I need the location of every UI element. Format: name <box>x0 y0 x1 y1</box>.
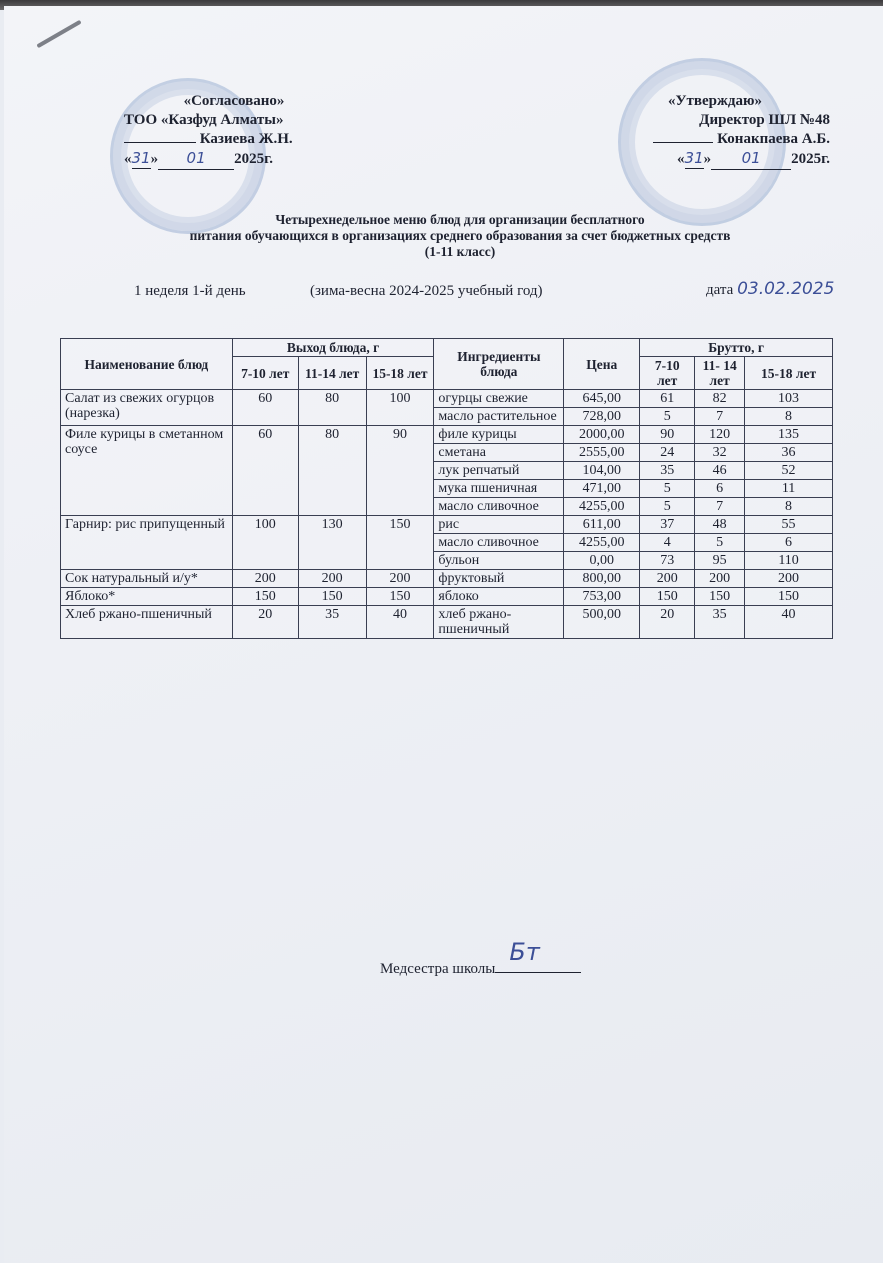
approval-name: Конакпаева А.Б. <box>717 131 830 147</box>
title-line-1: Четырехнедельное меню блюд для организации бесплатного <box>275 212 645 227</box>
dish-yield: 60 <box>232 426 298 516</box>
school-year-label: (зима-весна 2024-2025 учебный год) <box>310 283 543 299</box>
ingredient-price: 611,00 <box>564 516 640 534</box>
ingredient-gross: 35 <box>640 462 695 480</box>
dish-name: Яблоко* <box>61 588 233 606</box>
approval-org: ТОО «Казфуд Алматы» <box>124 112 284 128</box>
ingredient-gross: 52 <box>745 462 833 480</box>
ingredient-gross: 61 <box>640 390 695 408</box>
signature-line <box>124 142 196 143</box>
dish-yield: 40 <box>366 606 434 639</box>
ingredient-name: яблоко <box>434 588 564 606</box>
ingredient-gross: 103 <box>745 390 833 408</box>
ingredient-price: 2000,00 <box>564 426 640 444</box>
ingredient-price: 4255,00 <box>564 534 640 552</box>
ingredient-price: 645,00 <box>564 390 640 408</box>
ingredient-gross: 150 <box>745 588 833 606</box>
dish-yield: 90 <box>366 426 434 516</box>
ingredient-price: 2555,00 <box>564 444 640 462</box>
signature-line <box>653 142 713 143</box>
ingredient-gross: 200 <box>745 570 833 588</box>
ingredient-gross: 6 <box>745 534 833 552</box>
date-field <box>706 279 834 299</box>
header-yield-age-11-14: 11-14 лет <box>298 357 366 390</box>
ingredient-name: масло растительное <box>434 408 564 426</box>
ingredient-gross: 46 <box>695 462 745 480</box>
ingredient-name: бульон <box>434 552 564 570</box>
ingredient-gross: 82 <box>695 390 745 408</box>
dish-yield: 150 <box>366 516 434 570</box>
approval-block-agreed: «Согласовано» ТОО «Казфуд Алматы» Казиева Ж.Н. «31» 01 2025г. <box>124 92 344 170</box>
ingredient-gross: 40 <box>745 606 833 639</box>
header-gross-age-15-18: 15-18 лет <box>745 357 833 390</box>
ingredient-gross: 4 <box>640 534 695 552</box>
staple-icon <box>36 20 81 48</box>
title-line-3: (1-11 класс) <box>424 244 496 259</box>
ingredient-name: рис <box>434 516 564 534</box>
ingredient-gross: 20 <box>640 606 695 639</box>
ingredient-gross: 120 <box>695 426 745 444</box>
approval-year: 2025г. <box>791 151 830 167</box>
ingredient-name: лук репчатый <box>434 462 564 480</box>
ingredient-name: сметана <box>434 444 564 462</box>
dish-yield: 60 <box>232 390 298 426</box>
ingredient-name: масло сливочное <box>434 534 564 552</box>
ingredient-price: 0,00 <box>564 552 640 570</box>
ingredient-price: 800,00 <box>564 570 640 588</box>
dish-yield: 200 <box>366 570 434 588</box>
dish-yield: 80 <box>298 426 366 516</box>
ingredient-price: 728,00 <box>564 408 640 426</box>
ingredient-gross: 48 <box>695 516 745 534</box>
dish-name: Гарнир: рис припущенный <box>61 516 233 570</box>
ingredient-price: 753,00 <box>564 588 640 606</box>
menu-table <box>60 338 833 639</box>
ingredient-price: 500,00 <box>564 606 640 639</box>
dish-name: Салат из свежих огурцов (нарезка) <box>61 390 233 426</box>
header-gross-age-11-14: 11- 14 лет <box>695 357 745 390</box>
ingredient-price: 471,00 <box>564 480 640 498</box>
signature-field <box>495 938 581 973</box>
ingredient-gross: 55 <box>745 516 833 534</box>
dish-yield: 80 <box>298 390 366 426</box>
dish-name: Филе курицы в сметанном соусе <box>61 426 233 516</box>
table-row <box>61 426 833 444</box>
ingredient-gross: 200 <box>640 570 695 588</box>
dish-yield: 150 <box>232 588 298 606</box>
ingredient-gross: 110 <box>745 552 833 570</box>
title-line-2: питания обучающихся в организациях среднего образования за счет бюджетных средств <box>189 228 731 243</box>
approval-day: 31 <box>131 149 151 167</box>
table-row <box>61 516 833 534</box>
dish-yield: 35 <box>298 606 366 639</box>
ingredient-gross: 8 <box>745 408 833 426</box>
nurse-signature: Бт <box>509 938 540 966</box>
ingredient-gross: 36 <box>745 444 833 462</box>
ingredient-gross: 6 <box>695 480 745 498</box>
header-yield: Выход блюда, г <box>232 339 434 357</box>
ingredient-gross: 95 <box>695 552 745 570</box>
header-gross: Брутто, г <box>640 339 833 357</box>
dish-yield: 200 <box>298 570 366 588</box>
approval-month: 01 <box>186 149 206 167</box>
approval-month: 01 <box>741 149 761 167</box>
table-row <box>61 588 833 606</box>
ingredient-name: мука пшеничная <box>434 480 564 498</box>
ingredient-gross: 135 <box>745 426 833 444</box>
approval-year: 2025г. <box>234 151 273 167</box>
table-row <box>61 390 833 408</box>
approval-block-approved: «Утверждаю» Директор ШЛ №48 Конакпаева А.Б. «31» 01 2025г. <box>600 92 830 170</box>
approval-name: Казиева Ж.Н. <box>199 131 293 147</box>
ingredient-name: огурцы свежие <box>434 390 564 408</box>
nurse-signature-line <box>380 938 581 978</box>
approval-heading: «Согласовано» <box>183 93 285 109</box>
ingredient-name: фруктовый <box>434 570 564 588</box>
ingredient-gross: 5 <box>640 498 695 516</box>
ingredient-gross: 200 <box>695 570 745 588</box>
header-yield-age-7-10: 7-10 лет <box>232 357 298 390</box>
dish-yield: 100 <box>232 516 298 570</box>
ingredient-price: 4255,00 <box>564 498 640 516</box>
date-label: дата <box>706 282 734 298</box>
nurse-label: Медсестра школы <box>380 961 496 977</box>
dish-name: Хлеб ржано-пшеничный <box>61 606 233 639</box>
dish-yield: 100 <box>366 390 434 426</box>
ingredient-gross: 37 <box>640 516 695 534</box>
header-ingredients: Ингредиенты блюда <box>434 339 564 390</box>
approval-position: Директор ШЛ №48 <box>699 112 830 128</box>
ingredient-gross: 35 <box>695 606 745 639</box>
ingredient-gross: 11 <box>745 480 833 498</box>
dish-yield: 150 <box>298 588 366 606</box>
header-price: Цена <box>564 339 640 390</box>
dish-name: Сок натуральный и/у* <box>61 570 233 588</box>
ingredient-name: масло сливочное <box>434 498 564 516</box>
ingredient-gross: 24 <box>640 444 695 462</box>
ingredient-gross: 150 <box>695 588 745 606</box>
table-row <box>61 606 833 639</box>
ingredient-gross: 5 <box>695 534 745 552</box>
ingredient-gross: 90 <box>640 426 695 444</box>
dish-yield: 150 <box>366 588 434 606</box>
dish-yield: 20 <box>232 606 298 639</box>
ingredient-gross: 5 <box>640 408 695 426</box>
ingredient-gross: 8 <box>745 498 833 516</box>
document-title <box>100 212 820 260</box>
ingredient-gross: 73 <box>640 552 695 570</box>
table-row <box>61 570 833 588</box>
ingredient-gross: 150 <box>640 588 695 606</box>
ingredient-name: филе курицы <box>434 426 564 444</box>
date-value: 03.02.2025 <box>737 279 835 299</box>
header-gross-age-7-10: 7-10 лет <box>640 357 695 390</box>
ingredient-price: 104,00 <box>564 462 640 480</box>
ingredient-name: хлеб ржано-пшеничный <box>434 606 564 639</box>
approval-heading: «Утверждаю» <box>668 93 762 109</box>
dish-yield: 130 <box>298 516 366 570</box>
ingredient-gross: 32 <box>695 444 745 462</box>
header-dish: Наименование блюд <box>61 339 233 390</box>
approval-day: 31 <box>684 149 704 167</box>
dish-yield: 200 <box>232 570 298 588</box>
ingredient-gross: 5 <box>640 480 695 498</box>
ingredient-gross: 7 <box>695 408 745 426</box>
header-yield-age-15-18: 15-18 лет <box>366 357 434 390</box>
week-day-label: 1 неделя 1-й день <box>134 283 246 299</box>
ingredient-gross: 7 <box>695 498 745 516</box>
